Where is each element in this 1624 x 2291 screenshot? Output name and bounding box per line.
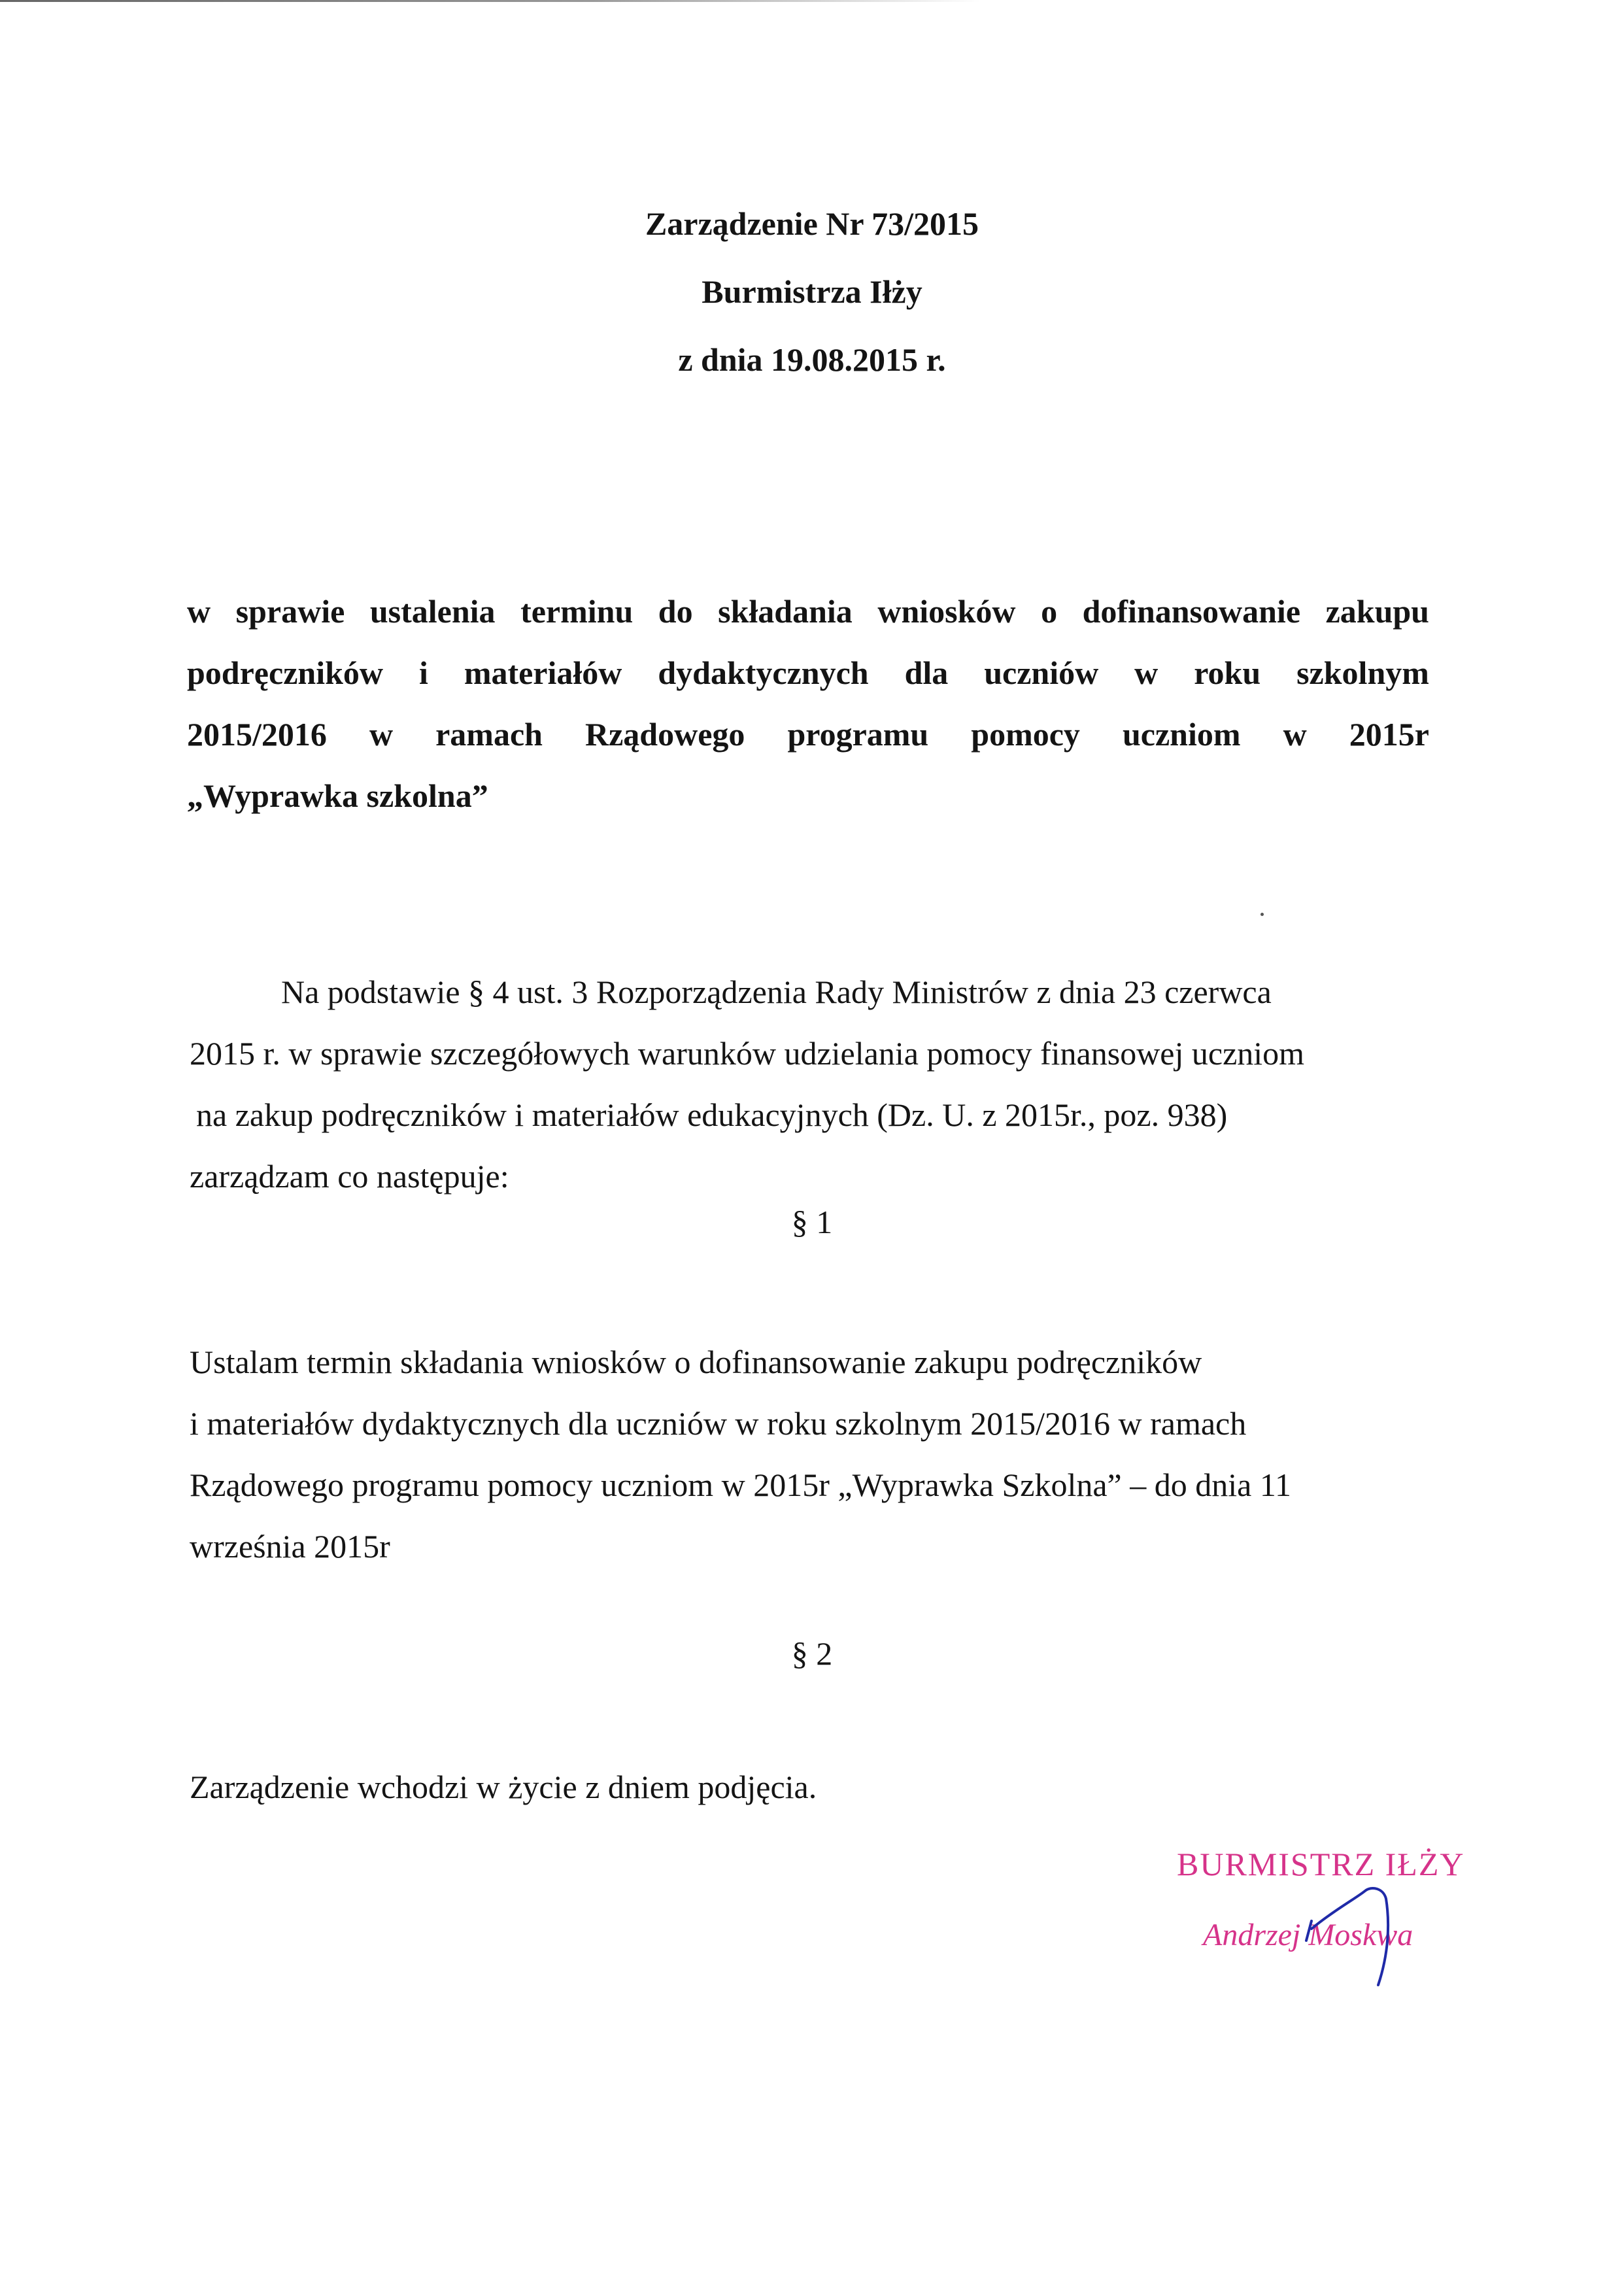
subject-line-3 — [187, 704, 1429, 765]
subject-word: o — [1041, 593, 1058, 630]
subject-word: zakupu — [1325, 593, 1429, 630]
basis-line-4: zarządzam co następuje: — [190, 1158, 509, 1195]
subject-word: dofinansowanie — [1082, 593, 1301, 630]
subject-word: dydaktycznych — [658, 654, 869, 691]
handwritten-signature — [1229, 1831, 1438, 2001]
section-1-line-4: września 2015r — [190, 1528, 390, 1565]
document-title: Zarządzenie Nr 73/2015 — [645, 205, 979, 242]
subject-word: w — [1283, 716, 1307, 753]
stamp-title: BURMISTRZ IŁŻY — [1177, 1846, 1465, 1882]
subject-word: w — [187, 593, 211, 630]
subject-line-1 — [187, 581, 1429, 642]
stamp-name: Andrzej Moskwa — [1203, 1918, 1413, 1952]
section-1-line-3: Rządowego programu pomocy uczniom w 2015r „Wyprawka Szkolna” – do dnia 11 — [190, 1467, 1291, 1503]
subject-word: Rządowego — [585, 716, 745, 753]
subject-word: materiałów — [464, 654, 622, 691]
subject-word: uczniom — [1122, 716, 1241, 753]
section-2-line-1: Zarządzenie wchodzi w życie z dniem podjęcia. — [190, 1769, 817, 1805]
subject-word: ustalenia — [369, 593, 496, 630]
subject-word: terminu — [520, 593, 634, 630]
basis-line-1: Na podstawie § 4 ust. 3 Rozporządzenia Rady Ministrów z dnia 23 czerwca — [281, 974, 1272, 1010]
legal-basis-paragraph — [190, 961, 1425, 1207]
subject-word: dla — [904, 654, 949, 691]
subject-word: sprawie — [235, 593, 345, 630]
subject-word: uczniów — [984, 654, 1099, 691]
section-2-sign: § 2 — [791, 1635, 833, 1672]
section-1-line-2: i materiałów dydaktycznych dla uczniów w roku szkolnym 2015/2016 w ramach — [190, 1405, 1247, 1442]
document-subject — [187, 581, 1429, 826]
subject-word: roku — [1194, 654, 1261, 691]
scan-edge-line — [0, 0, 981, 2]
section-1-sign: § 1 — [791, 1204, 833, 1240]
basis-line-2: 2015 r. w sprawie szczegółowych warunków udzielania pomocy finansowej uczniom — [190, 1035, 1305, 1072]
basis-line-3: na zakup podręczników i materiałów edukacyjnych (Dz. U. z 2015r., poz. 938) — [196, 1096, 1228, 1133]
section-2-text — [190, 1756, 1425, 1818]
document-heading — [0, 190, 1624, 394]
subject-word: programu — [787, 716, 929, 753]
subject-word: ramach — [435, 716, 543, 753]
subject-line-2 — [187, 642, 1429, 704]
section-1-line-1: Ustalam termin składania wniosków o dofinansowanie zakupu podręczników — [190, 1344, 1202, 1380]
subject-word: w — [369, 716, 394, 753]
subject-word: wniosków — [877, 593, 1016, 630]
subject-word: i — [418, 654, 428, 691]
subject-word: podręczników — [187, 654, 383, 691]
subject-line-4: „Wyprawka szkolna” — [187, 777, 488, 814]
subject-word: szkolnym — [1296, 654, 1429, 691]
subject-word: w — [1134, 654, 1159, 691]
subject-word: 2015/2016 — [187, 716, 327, 753]
subject-word: składania — [718, 593, 853, 630]
subject-word: pomocy — [971, 716, 1080, 753]
section-1-text — [190, 1331, 1425, 1577]
scan-speck — [1260, 913, 1264, 916]
subject-word: 2015r — [1349, 716, 1429, 753]
document-issuer: Burmistrza Iłży — [702, 273, 922, 310]
subject-word: do — [658, 593, 693, 630]
document-date: z dnia 19.08.2015 r. — [678, 341, 946, 378]
